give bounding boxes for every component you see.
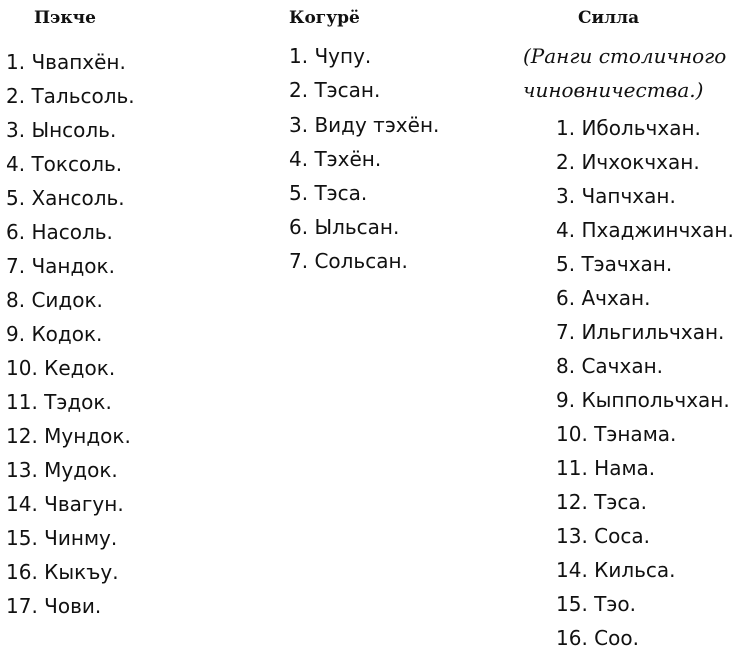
koguryo-rank-2: 2. Тэсан.	[289, 78, 381, 102]
paekche-rank-17: 17. Чови.	[6, 594, 102, 618]
silla-rank-5: 5. Тэачхан.	[556, 252, 673, 276]
silla-rank-15: 15. Тэо.	[556, 592, 636, 616]
paekche-rank-7: 7. Чандок.	[6, 254, 115, 278]
silla-rank-12: 12. Тэса.	[556, 490, 647, 514]
silla-rank-2: 2. Ичхокчхан.	[556, 150, 700, 174]
paekche-rank-8: 8. Сидок.	[6, 288, 103, 312]
silla-rank-11: 11. Нама.	[556, 456, 656, 480]
silla-rank-13: 13. Соса.	[556, 524, 650, 548]
silla-rank-1: 1. Ибольчхан.	[556, 116, 701, 140]
paekche-header: Пэкче	[34, 8, 96, 28]
paekche-rank-11: 11. Тэдок.	[6, 390, 112, 414]
paekche-rank-10: 10. Кедок.	[6, 356, 116, 380]
koguryo-rank-4: 4. Тэхён.	[289, 147, 382, 171]
silla-rank-3: 3. Чапчхан.	[556, 184, 676, 208]
silla-note-line2: чиновничества.)	[523, 78, 704, 102]
paekche-rank-3: 3. Ынсоль.	[6, 118, 117, 142]
paekche-rank-15: 15. Чинму.	[6, 526, 118, 550]
koguryo-rank-1: 1. Чупу.	[289, 44, 372, 68]
silla-rank-4: 4. Пхаджинчхан.	[556, 218, 734, 242]
paekche-rank-16: 16. Кыкъу.	[6, 560, 119, 584]
paekche-rank-2: 2. Тальсоль.	[6, 84, 135, 108]
koguryo-rank-7: 7. Сольсан.	[289, 249, 408, 273]
silla-rank-8: 8. Сачхан.	[556, 354, 664, 378]
paekche-rank-6: 6. Насоль.	[6, 220, 113, 244]
paekche-rank-9: 9. Кодок.	[6, 322, 103, 346]
paekche-rank-14: 14. Чвагун.	[6, 492, 124, 516]
paekche-rank-13: 13. Мудок.	[6, 458, 118, 482]
paekche-rank-4: 4. Токсоль.	[6, 152, 123, 176]
silla-rank-7: 7. Ильгильчхан.	[556, 320, 725, 344]
silla-rank-16: 16. Соо.	[556, 626, 639, 650]
silla-rank-10: 10. Тэнама.	[556, 422, 677, 446]
koguryo-header: Когурё	[289, 8, 360, 28]
koguryo-rank-6: 6. Ыльсан.	[289, 215, 400, 239]
silla-rank-14: 14. Кильса.	[556, 558, 676, 582]
paekche-rank-12: 12. Мундок.	[6, 424, 131, 448]
silla-note-line1: (Ранги столичного	[523, 44, 727, 68]
silla-rank-9: 9. Кыппольчхан.	[556, 388, 730, 412]
silla-header: Силла	[578, 8, 640, 28]
koguryo-rank-3: 3. Виду тэхён.	[289, 113, 440, 137]
koguryo-rank-5: 5. Тэса.	[289, 181, 368, 205]
paekche-rank-1: 1. Чвапхён.	[6, 50, 126, 74]
paekche-rank-5: 5. Хансоль.	[6, 186, 125, 210]
silla-rank-6: 6. Ачхан.	[556, 286, 651, 310]
